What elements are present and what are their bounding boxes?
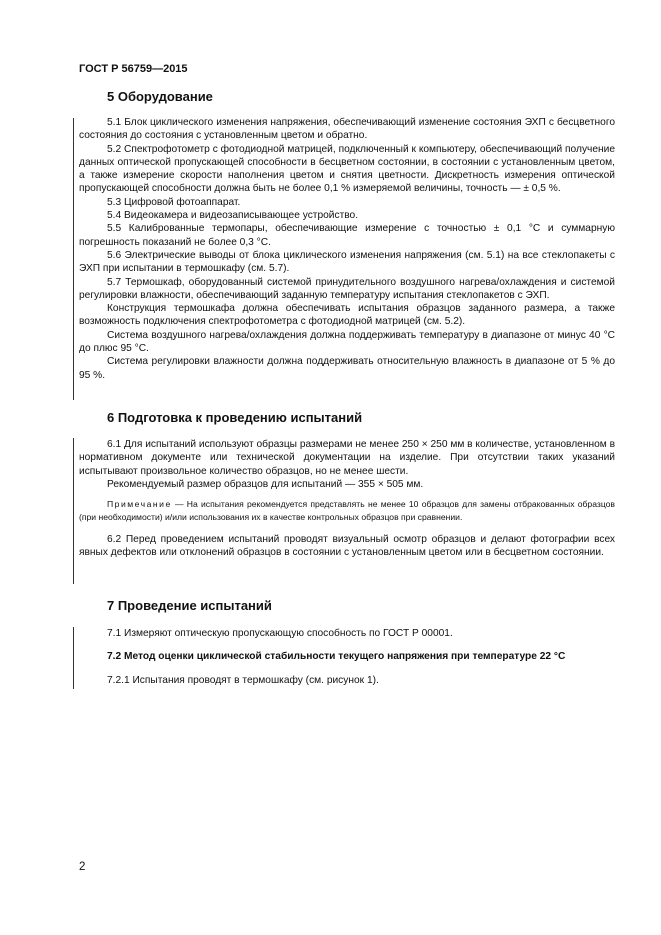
section-7-body	[79, 627, 615, 687]
paragraph: 6.2 Перед проведением испытаний проводят визуальный осмотр образцов и делают фотографии всех явных дефектов или отклонений образцов в состоянии с установленным цветом или в бесцветном состоянии.	[79, 534, 615, 559]
change-bar	[73, 438, 74, 584]
paragraph: 5.3 Цифровой фотоаппарат.	[107, 196, 241, 208]
change-bar	[73, 627, 74, 689]
change-bar	[73, 118, 74, 400]
paragraph: 5.5 Калиброванные термопары, обеспечивающие измерение с точностью ± 0,1 °С и суммарную погрешность показаний не более 0,3 °С.	[79, 223, 615, 248]
subsection-heading: 7.2 Метод оценки циклической стабильности текущего напряжения при температуре 22 °С	[107, 651, 566, 663]
paragraph: 5.7 Термошкаф, оборудованный системой принудительного воздушного нагрева/охлаждения и системой регулировки влажности, обеспечивающий заданную температуру испытания стеклопакетов с ЭХП.	[79, 276, 615, 301]
paragraph: 5.1 Блок циклического изменения напряжения, обеспечивающий изменение состояния ЭХП с бесцветного состояния до состояния с установленным цветом и обратно.	[79, 117, 615, 142]
section-5-body	[79, 116, 615, 382]
paragraph: 7.2.1 Испытания проводят в термошкафу (см. рисунок 1).	[107, 674, 379, 686]
section-6-heading: 6 Подготовка к проведению испытаний	[107, 410, 363, 425]
section-7-heading: 7 Проведение испытаний	[107, 598, 272, 613]
note	[79, 498, 615, 523]
paragraph: Система воздушного нагрева/охлаждения должна поддерживать температуру в диапазоне от минус 40 °С до плюс 95 °С.	[79, 329, 615, 355]
paragraph: 5.6 Электрические выводы от блока циклического изменения напряжения (см. 5.1) на все стеклопакеты с ЭХП при испытании в термошкафу (см. 5.7).	[79, 249, 615, 275]
paragraph: 5.2 Спектрофотометр с фотодиодной матрицей, подключенный к компьютеру, обеспечивающий получение данных оптической пропускающей способности в бесцветном состоянии, в состоянии с установленным цветом, а также измерение скорости наполнения цветом и снятия цветности. Дискретность измерения оптической пропускающей способности должна быть не более 0,1 % измеряемой величины, точность — ± 0,5 %.	[79, 143, 615, 195]
paragraph: 5.4 Видеокамера и видеозаписывающее устройство.	[107, 210, 359, 222]
paragraph: Рекомендуемый размер образцов для испытаний — 355 × 505 мм.	[107, 478, 424, 490]
paragraph: Система регулировки влажности должна поддерживать относительную влажность в диапазоне от 5 % до 95 %.	[79, 356, 615, 381]
paragraph: Конструкция термошкафа должна обеспечивать испытания образцов заданного размера, а также возможность подключения спектрофотометра с фотодиодной матрицей (см. 5.2).	[79, 303, 615, 328]
note-label: Примечание	[107, 499, 172, 510]
section-6-body	[79, 438, 615, 560]
paragraph: 6.1 Для испытаний используют образцы размерами не менее 250 × 250 мм в количестве, установленном в нормативном документе или технической документации на изделие. При отсутствии таких указаний испытывают произвольное количество образцов, но не менее шести.	[79, 439, 615, 477]
note-text: — На испытания рекомендуется представлять не менее 10 образцов для замены отбракованных образцов (при необходимости) и/или использования их в качестве контрольных образцов при сравнении.	[79, 499, 615, 522]
page-number: 2	[79, 861, 86, 873]
paragraph: 7.1 Измеряют оптическую пропускающую способность по ГОСТ Р 00001.	[107, 628, 453, 639]
document-header: ГОСТ Р 56759—2015	[79, 63, 188, 75]
section-5-heading: 5 Оборудование	[107, 89, 213, 104]
